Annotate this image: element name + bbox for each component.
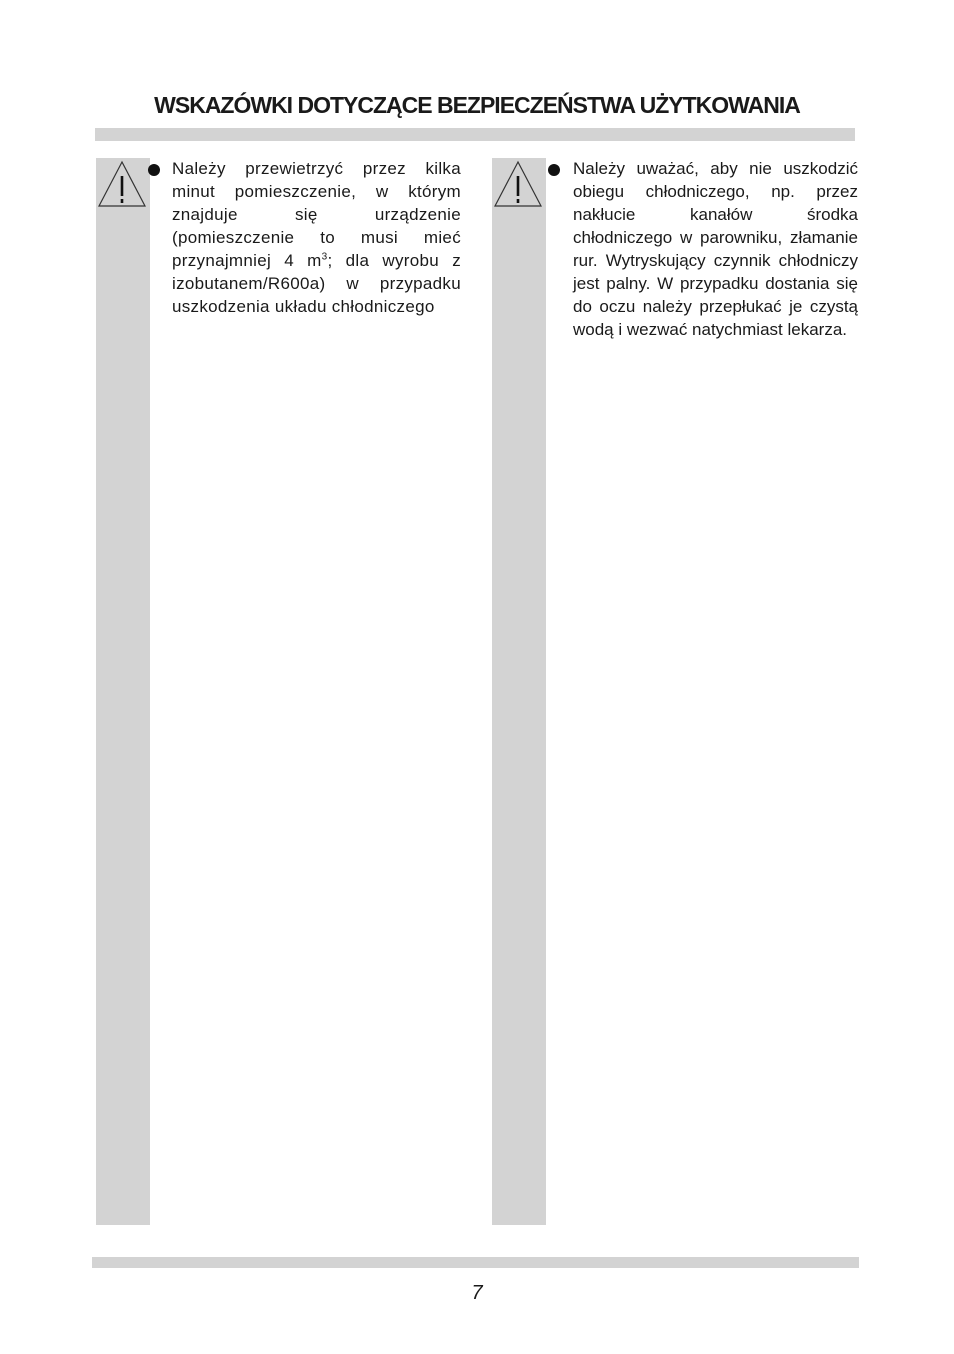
page-title: WSKAZÓWKI DOTYCZĄCE BEZPIECZEŃSTWA UŻYTKOWANIA <box>154 92 800 118</box>
bullet-icon <box>148 164 160 176</box>
title-divider <box>95 128 855 141</box>
left-margin-bar <box>96 158 150 1225</box>
superscript: 3 <box>321 251 328 263</box>
warning-triangle-icon <box>493 160 543 208</box>
right-margin-bar <box>492 158 546 1225</box>
page-number: 7 <box>471 1282 483 1304</box>
safety-item-refrigerant: Należy uważać, aby nie uszkodzić obiegu chłodniczego, np. przez nakłucie kanałów środka chłodniczego w parowniku, złamanie rur. Wytryskujący czynnik chłodniczy jest palny. W przypadku dostania się do oczu należy przepłukać je czystą wodą i wezwać natychmiast lekarza. <box>573 159 858 339</box>
item-text-part: ; dla wyrobu z izobutanem/R600a) w przypadku uszkodzenia układu chłodniczego <box>172 251 461 316</box>
item-text-part: Należy przewietrzyć przez kilka minut pomieszczenie, w którym znajduje się urządzenie (pomieszczenie to musi mieć przynajmniej 4 m <box>172 159 461 270</box>
bullet-icon <box>548 164 560 176</box>
warning-triangle-icon <box>97 160 147 208</box>
footer-divider <box>92 1257 859 1268</box>
safety-item-ventilate <box>172 157 461 318</box>
